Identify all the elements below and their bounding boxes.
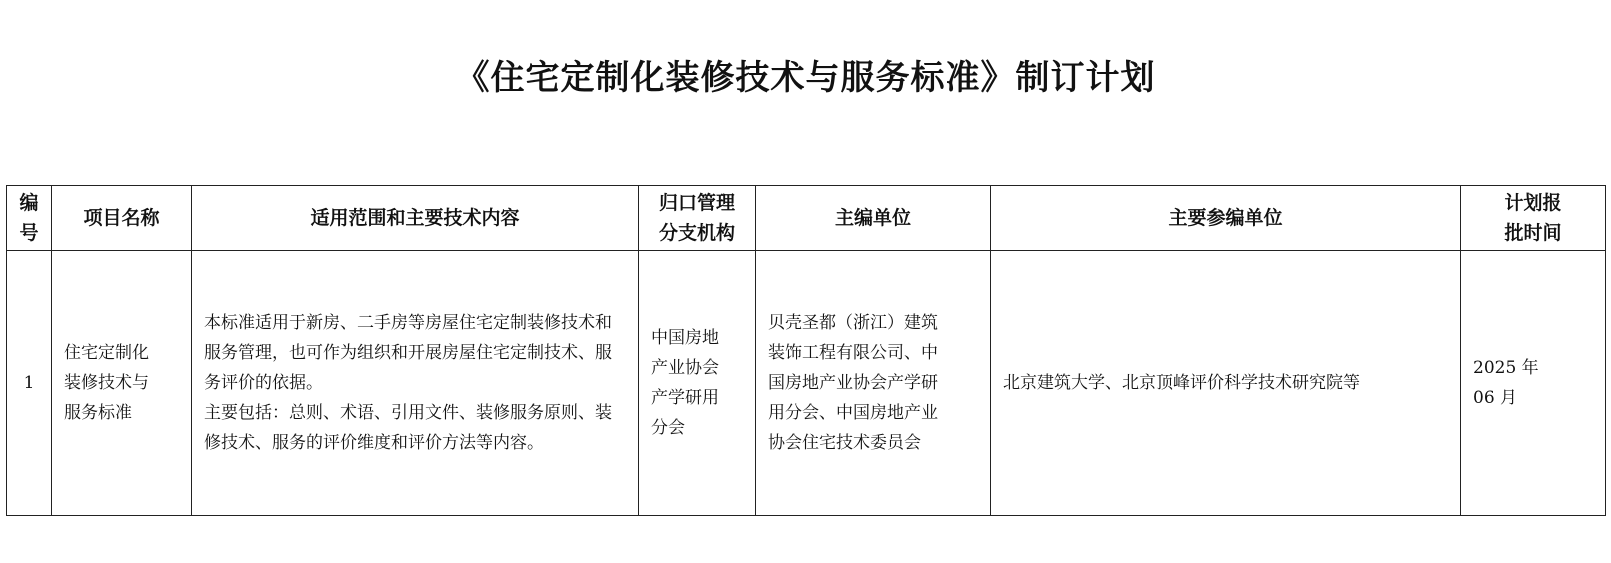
table-header-row bbox=[7, 186, 1606, 251]
cell-managing-org: 中国房地 产业协会 产学研用 分会 bbox=[639, 251, 756, 516]
scope-paragraph-1: 本标准适用于新房、二手房等房屋住宅定制装修技术和服务管理，也可作为组织和开展房屋住宅定制技术、服务评价的依据。 bbox=[204, 313, 612, 393]
cell-project-name: 住宅定制化 装修技术与 服务标准 bbox=[52, 251, 192, 516]
cell-co-editors: 北京建筑大学、北京顶峰评价科学技术研究院等 bbox=[991, 251, 1461, 516]
document-title: 《住宅定制化装修技术与服务标准》制订计划 bbox=[455, 58, 1156, 98]
header-co-editors: 主要参编单位 bbox=[991, 186, 1461, 251]
plan-table bbox=[6, 185, 1606, 516]
header-no: 编 号 bbox=[7, 186, 52, 251]
header-managing-org: 归口管理 分支机构 bbox=[639, 186, 756, 251]
header-scope: 适用范围和主要技术内容 bbox=[192, 186, 639, 251]
header-project-name: 项目名称 bbox=[52, 186, 192, 251]
cell-no: 1 bbox=[7, 251, 52, 516]
header-chief-editor: 主编单位 bbox=[756, 186, 991, 251]
cell-scope bbox=[192, 251, 639, 516]
cell-chief-editor: 贝壳圣都（浙江）建筑 装饰工程有限公司、中 国房地产业协会产学研 用分会、中国房地产业 协会住宅技术委员会 bbox=[756, 251, 991, 516]
scope-paragraph-2: 主要包括：总则、术语、引用文件、装修服务原则、装修技术、服务的评价维度和评价方法等内容。 bbox=[204, 403, 612, 453]
cell-submission-time: 2025 年 06 月 bbox=[1461, 251, 1606, 516]
table-row bbox=[7, 251, 1606, 516]
header-submission-time: 计划报 批时间 bbox=[1461, 186, 1606, 251]
